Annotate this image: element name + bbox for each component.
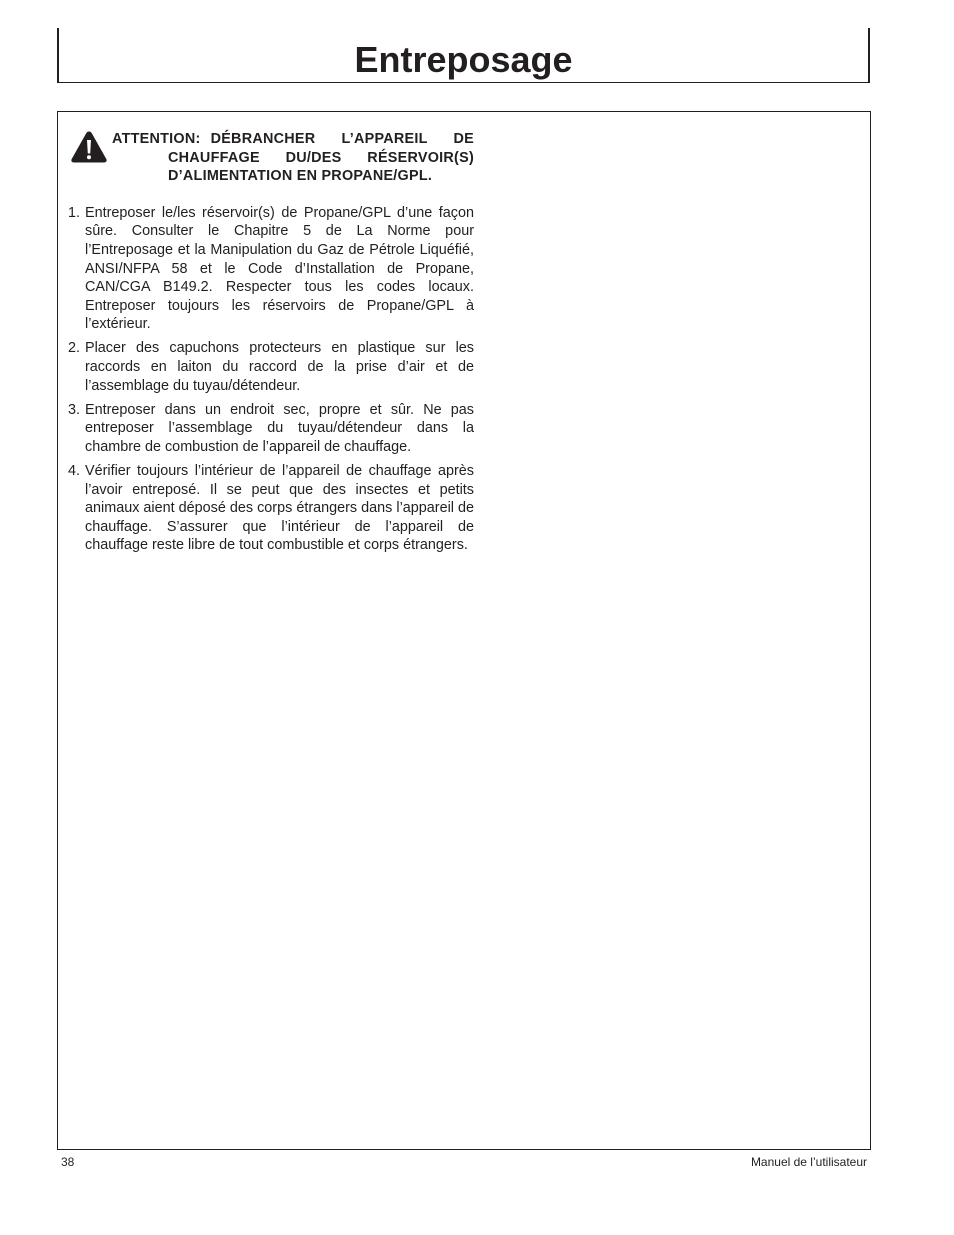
step-text: Entreposer dans un endroit sec, propre et sûr. Ne pas entreposer l’assemblage du tuyau/détendeur dans la chambre de combustion de l’appareil de chauffage. bbox=[85, 401, 474, 455]
warning-text bbox=[112, 130, 474, 186]
page-number: 38 bbox=[61, 1155, 75, 1169]
page-title: Entreposage bbox=[354, 39, 573, 80]
warning-line-2: CHAUFFAGE DU/DES RÉSERVOIR(S) bbox=[168, 149, 474, 166]
list-item bbox=[68, 401, 474, 457]
page-header bbox=[57, 28, 870, 83]
warning-line-1: ATTENTION: DÉBRANCHER L’APPAREIL DE bbox=[112, 131, 474, 147]
list-item bbox=[68, 339, 474, 395]
step-text: Entreposer le/les réservoir(s) de Propane/GPL d’une façon sûre. Consulter le Chapitre 5 de La Norme pour l’Entreposage et la Manipulation du Gaz de Pétrole Liquéfié, ANSI/NFPA 58 et le Code d’Installation de Propane, CAN/CGA B149.2. Respecter tous les codes locaux. Entreposer toujours les réservoirs de Propane/GPL à l’extérieur. bbox=[85, 204, 474, 333]
storage-steps-list bbox=[68, 204, 474, 555]
step-number: 2. bbox=[68, 340, 81, 357]
list-item bbox=[68, 462, 474, 555]
list-item bbox=[68, 204, 474, 334]
warning-line-3: D’ALIMENTATION EN PROPANE/GPL. bbox=[168, 168, 433, 185]
content-frame bbox=[57, 111, 871, 1150]
left-column bbox=[68, 130, 474, 560]
warning-block bbox=[68, 130, 474, 186]
step-text: Vérifier toujours l’intérieur de l’appareil de chauffage après l’avoir entreposé. Il se peut que des insectes et petits animaux aient déposé des corps étrangers dans l’appareil de chauffage. S’assurer que l’intérieur de l’appareil de chauffage reste libre de tout combustible et corps étrangers. bbox=[85, 463, 474, 554]
step-number: 1. bbox=[68, 204, 81, 221]
manual-name: Manuel de l’utilisateur bbox=[750, 1155, 867, 1169]
warning-triangle-icon bbox=[70, 130, 108, 164]
step-number: 4. bbox=[68, 463, 81, 479]
step-number: 3. bbox=[68, 401, 81, 418]
step-text: Placer des capuchons protecteurs en plastique sur les raccords en laiton du raccord de la prise d’air et de l’assemblage du tuyau/détendeur. bbox=[85, 340, 474, 394]
warning-label: ATTENTION: bbox=[112, 131, 201, 147]
